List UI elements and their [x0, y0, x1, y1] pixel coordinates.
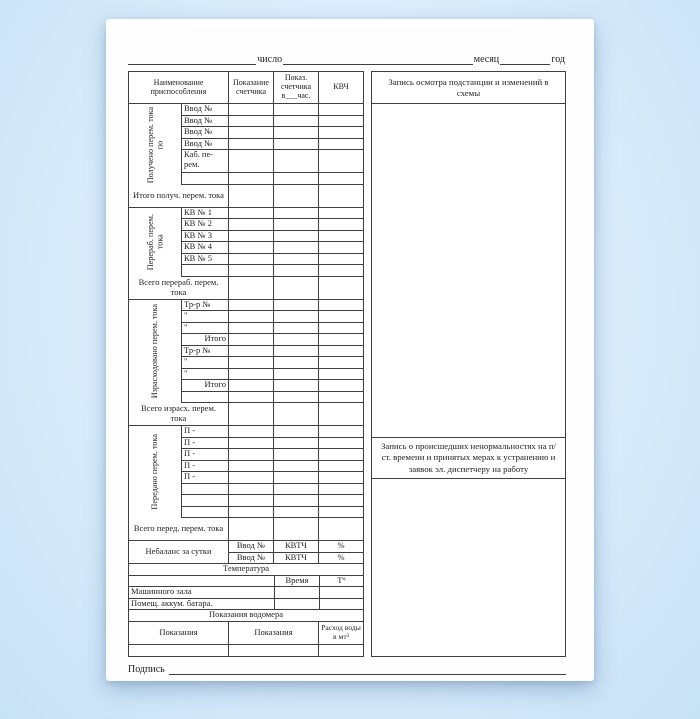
- day-label: число: [257, 53, 283, 65]
- form-page: [106, 19, 594, 681]
- value-cell: [229, 173, 274, 184]
- table-row: [182, 507, 363, 519]
- table-row: Ввод № КВТЧ %: [229, 553, 363, 565]
- abnormalities-log-header: Запись о происшедших ненормальностях на п/ст. времени и принятых мерах к устранению и заявок эл. диспетчеру на работу: [372, 437, 565, 479]
- value-cell: [229, 380, 274, 391]
- value-cell: [319, 369, 363, 380]
- value-cell: [319, 208, 363, 219]
- value-cell: [229, 277, 274, 299]
- value-cell: [319, 380, 363, 391]
- table-row: ": [182, 369, 363, 381]
- value-cell: [274, 495, 319, 506]
- inspection-log-header: Запись осмотра подстанции и изменений в схемы: [372, 72, 565, 104]
- value-cell: [274, 127, 319, 138]
- value-cell: [319, 334, 363, 345]
- section-transferred: [129, 426, 363, 518]
- value-cell: [229, 104, 274, 115]
- value-cell: [229, 518, 274, 540]
- value-cell: [319, 265, 363, 276]
- date-line: [128, 53, 566, 65]
- value-cell: [229, 403, 274, 425]
- value-cell: [229, 208, 274, 219]
- table-row: КВ № 2: [182, 219, 363, 231]
- value-cell: [319, 403, 363, 425]
- value-cell: [229, 472, 274, 483]
- value-cell: [229, 231, 274, 242]
- processed-total-row: Всего перераб. перем. тока: [129, 277, 363, 300]
- value-cell: [319, 311, 363, 322]
- value-cell: [319, 645, 363, 657]
- value-cell: [275, 599, 320, 610]
- table-row: КВ № 5: [182, 254, 363, 266]
- section-received-label: Получено перем. тока по: [129, 104, 182, 185]
- month-label: месяц: [473, 53, 500, 65]
- value-cell: [319, 461, 363, 472]
- section-consumed-label: Израсходовано перем. тока: [129, 300, 182, 404]
- table-row: П -: [182, 438, 363, 450]
- table-row: [182, 484, 363, 496]
- value-cell: [229, 265, 274, 276]
- signature-label: Подпись: [128, 664, 165, 675]
- value-cell: [274, 300, 319, 311]
- value-cell: [274, 484, 319, 495]
- table-row: Каб. пе-рем.: [182, 150, 363, 173]
- value-cell: [319, 438, 363, 449]
- table-row: [129, 645, 363, 657]
- log-panel: [371, 71, 566, 657]
- date-blank-line: [500, 53, 550, 65]
- value-cell: [229, 323, 274, 334]
- value-cell: [229, 461, 274, 472]
- value-cell: [229, 392, 274, 403]
- table-row: КВ № 3: [182, 231, 363, 243]
- value-cell: [319, 484, 363, 495]
- value-cell: [229, 311, 274, 322]
- battery-room-row: Помещ. аккум. батара.: [129, 599, 363, 611]
- value-cell: [319, 300, 363, 311]
- table-row: ": [182, 357, 363, 369]
- value-cell: [274, 104, 319, 115]
- value-cell: [319, 472, 363, 483]
- table-row: Ввод №: [182, 104, 363, 116]
- value-cell: [274, 461, 319, 472]
- value-cell: [274, 346, 319, 357]
- value-cell: [274, 472, 319, 483]
- value-cell: [229, 369, 274, 380]
- value-cell: [229, 219, 274, 230]
- water-meter-header-row: Показания водомера: [129, 610, 363, 622]
- value-cell: [229, 185, 274, 207]
- value-cell: [320, 599, 363, 610]
- value-cell: [274, 311, 319, 322]
- transferred-total-row: Всего перед. перем. тока: [129, 518, 363, 541]
- value-cell: [229, 346, 274, 357]
- value-cell: [274, 403, 319, 425]
- table-row: Ввод №: [182, 127, 363, 139]
- value-cell: [319, 127, 363, 138]
- value-cell: [274, 426, 319, 437]
- value-cell: [229, 254, 274, 265]
- received-total-row: Итого получ. перем. тока: [129, 185, 363, 208]
- signature-row: [128, 664, 566, 675]
- table-row: П -: [182, 449, 363, 461]
- value-cell: [319, 323, 363, 334]
- value-cell: [320, 587, 363, 598]
- value-cell: [229, 507, 274, 518]
- value-cell: [229, 150, 274, 172]
- abnormalities-log-space: [372, 479, 565, 656]
- value-cell: [229, 495, 274, 506]
- table-row: Тр-р №: [182, 300, 363, 312]
- section-received: [129, 104, 363, 185]
- value-cell: [229, 139, 274, 150]
- table-row: ": [182, 311, 363, 323]
- date-blank-line: [128, 53, 256, 65]
- imbalance-row: Небаланс за сутки Ввод № КВТЧ % Ввод № КВТЧ %: [129, 541, 363, 564]
- section-processed: [129, 208, 363, 277]
- signature-blank-line: [169, 664, 566, 675]
- value-cell: [274, 208, 319, 219]
- value-cell: [229, 242, 274, 253]
- value-cell: [319, 346, 363, 357]
- machine-hall-row: Машинного зала: [129, 587, 363, 599]
- value-cell: [274, 323, 319, 334]
- header-kvch: КВЧ: [333, 82, 349, 92]
- value-cell: [229, 645, 319, 657]
- value-cell: [274, 242, 319, 253]
- value-cell: [229, 116, 274, 127]
- empty-cell: [129, 576, 275, 587]
- value-cell: [274, 185, 319, 207]
- value-cell: [319, 507, 363, 518]
- header-meter-reading: Показание счетчика: [229, 72, 274, 103]
- value-cell: [275, 587, 320, 598]
- table-row: ": [182, 323, 363, 335]
- section-transferred-label: Передано перем. тока: [129, 426, 182, 518]
- value-cell: [129, 645, 229, 657]
- date-blank-line: [283, 53, 473, 65]
- value-cell: [319, 495, 363, 506]
- value-cell: [274, 369, 319, 380]
- temperature-header-row: Температура: [129, 564, 363, 576]
- value-cell: [274, 334, 319, 345]
- value-cell: [274, 380, 319, 391]
- value-cell: [274, 139, 319, 150]
- time-header-row: Время Т°: [129, 576, 363, 588]
- table-row: Итого: [182, 380, 363, 392]
- value-cell: [274, 116, 319, 127]
- value-cell: [319, 219, 363, 230]
- value-cell: [274, 219, 319, 230]
- value-cell: [274, 518, 319, 540]
- value-cell: [319, 150, 363, 172]
- value-cell: [274, 265, 319, 276]
- value-cell: [319, 254, 363, 265]
- value-cell: [274, 231, 319, 242]
- value-cell: [229, 300, 274, 311]
- section-processed-label: Перераб. перем. тока: [129, 208, 182, 277]
- table-row: П -: [182, 426, 363, 438]
- value-cell: [319, 116, 363, 127]
- value-cell: [319, 104, 363, 115]
- value-cell: [274, 392, 319, 403]
- table-row: П -: [182, 461, 363, 473]
- value-cell: [274, 507, 319, 518]
- value-cell: [319, 426, 363, 437]
- value-cell: [274, 173, 319, 184]
- value-cell: [229, 357, 274, 368]
- value-cell: [319, 139, 363, 150]
- value-cell: [319, 392, 363, 403]
- table-row: П -: [182, 472, 363, 484]
- consumed-total-row: Всего израсх. перем. тока: [129, 403, 363, 426]
- value-cell: [229, 449, 274, 460]
- meter-readings-table: [128, 71, 364, 657]
- table-row: Ввод №: [182, 116, 363, 128]
- water-meter-columns-row: Показания Показания Расход воды в мт³: [129, 622, 363, 645]
- value-cell: [319, 449, 363, 460]
- value-cell: [319, 357, 363, 368]
- inspection-log-space: [372, 104, 565, 437]
- value-cell: [319, 173, 363, 184]
- value-cell: [274, 438, 319, 449]
- header-meter-reading-hour: Показ. счетчика в___час.: [274, 72, 319, 103]
- value-cell: [274, 254, 319, 265]
- value-cell: [274, 150, 319, 172]
- value-cell: [274, 357, 319, 368]
- value-cell: [229, 438, 274, 449]
- value-cell: [274, 449, 319, 460]
- value-cell: [274, 277, 319, 299]
- value-cell: [319, 242, 363, 253]
- table-row: КВ № 4: [182, 242, 363, 254]
- table-row: Тр-р №: [182, 346, 363, 358]
- value-cell: [229, 426, 274, 437]
- value-cell: [319, 185, 363, 207]
- value-cell: [319, 518, 363, 540]
- table-row: [182, 495, 363, 507]
- table-header-row: [129, 72, 363, 104]
- value-cell: [319, 231, 363, 242]
- header-device-name: Наименование приспособления: [129, 72, 229, 103]
- value-cell: [229, 334, 274, 345]
- value-cell: [229, 127, 274, 138]
- table-row: [182, 173, 363, 185]
- table-row: Итого: [182, 334, 363, 346]
- table-row: Ввод № КВТЧ %: [229, 541, 363, 553]
- table-row: КВ № 1: [182, 208, 363, 220]
- year-label: год: [551, 53, 565, 65]
- section-consumed: [129, 300, 363, 404]
- value-cell: [319, 277, 363, 299]
- table-row: Ввод №: [182, 139, 363, 151]
- table-row: [182, 392, 363, 404]
- value-cell: [229, 484, 274, 495]
- table-row: [182, 265, 363, 277]
